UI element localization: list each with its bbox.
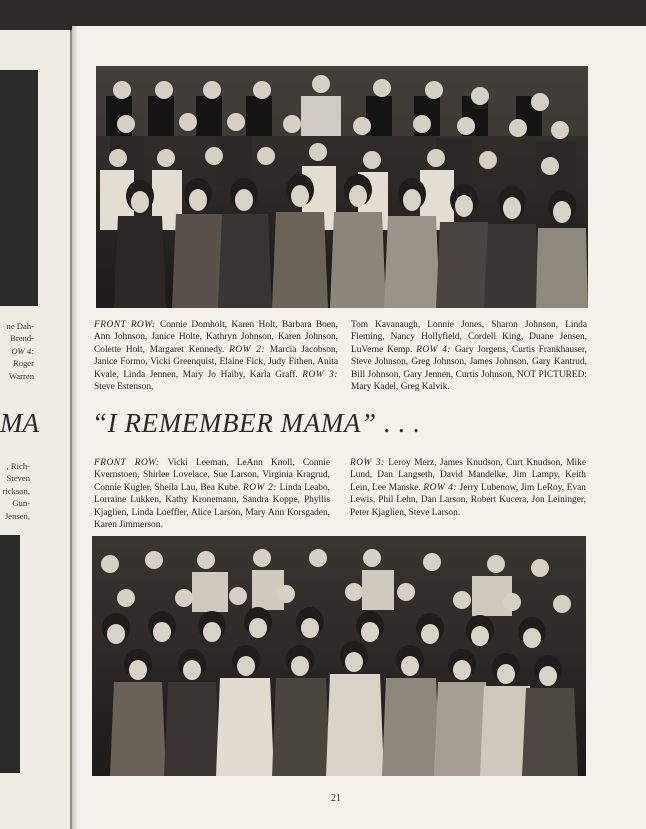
previous-page-line: Steven [6, 473, 30, 484]
previous-page-line: Brend- [10, 333, 34, 344]
previous-page-line: ne Dah- [6, 321, 34, 331]
caption-row-label: ROW 4: [416, 344, 452, 355]
previous-page-caption-top [0, 320, 34, 382]
previous-page-line: rickson, [2, 485, 30, 496]
caption-names: Vicki Leeman, LeAnn Knoll, Connie Kvernstoen, Shirlee Lovelace, Sue Larson, Virginia Kragrud, Connie Kugler, Sheila Lau, Bea Kube. [94, 458, 330, 493]
previous-page-caption-bottom [0, 460, 30, 522]
caption-names: Gary Jorgens, Curtis Frankhauser, Steve Johnson, Greg Johnson, James Johnson, Gary Kantrud, Bill Johnson, Gary Jennen, Curtis Johnson, NOT PICTURED: Mary Kadel, Greg Kalvik. [351, 344, 588, 393]
previous-page-line: Jensen, [4, 510, 30, 521]
previous-page-photo-top [0, 70, 38, 306]
caption-names: Tom Kavanaugh, Lonnie Jones, Sharon Johnson, Linda Fleming, Nancy Hollyfield, Cordell King, Duane Jensen, LuVerne Kemp. [351, 320, 587, 355]
group-photo-top [96, 66, 588, 308]
page-gutter [70, 26, 78, 829]
caption-names: Jerry Lubenow, Jim LeRoy, Evan Lewis, Phil Lehn, Dan Larson, Robert Kucera, Jon Leininger, Peter Kjaglien, Steve Larson. [350, 482, 586, 518]
caption-row-label: ROW 2: [229, 344, 266, 355]
page-number: 21 [331, 793, 341, 804]
previous-page-title: MA [0, 408, 39, 438]
caption-row-label: FRONT ROW: [94, 458, 160, 468]
caption-names: Connie Domholt, Karen Holt, Barbara Boen, Ann Johnson, Janice Holte, Kathryn Johnson, Karen Johnson, Colette Holt, Margaret Kennedy. [94, 320, 338, 355]
previous-page-line: OW 4: [11, 345, 34, 356]
caption-row-label: ROW 3: [350, 458, 385, 468]
previous-page-line: Gun- [12, 498, 30, 509]
top-photo-caption-right [351, 319, 587, 393]
caption-names: Leroy Merz, James Knudson, Curt Knudson, Mike Lund, Dan Langseth, David Mandelke, Jim Lampy, Keith Lein, Lee Manske. [350, 458, 586, 493]
caption-row-label: FRONT ROW: [94, 320, 156, 330]
caption-names: Linda Leabo, Lorraine Lukken, Kathy Kronemann, Sandra Koppe, Phyllis Kjaglien, Linda Loeffler, Alice Larson, Mary Ann Korsgaden, Karen Jimmerson. [94, 482, 330, 531]
previous-page-photo-bottom [0, 535, 20, 773]
previous-page-line: Warren [8, 370, 34, 381]
bottom-photo-caption-left [94, 457, 330, 531]
caption-row-label: ROW 4: [423, 482, 458, 493]
caption-names: Marcia Jacobson, Janice Formo, Vicki Greenquist, Elaine Fick, Judy Fithen, Anita Kvale, Linda Jennen, Mary Jo Haiby, Karla Graff. [94, 344, 338, 380]
bottom-photo-caption-right [350, 457, 586, 519]
caption-names: Steve Estenson, [94, 382, 154, 393]
top-photo-caption-left [94, 319, 338, 393]
page-title: “I REMEMBER MAMA” . . . [92, 408, 421, 438]
caption-row-label: ROW 2: [243, 482, 277, 493]
caption-row-label: ROW 3: [302, 369, 338, 380]
previous-page-line: Roger [12, 358, 34, 369]
previous-page-line: , Rich- [6, 461, 30, 471]
group-photo-bottom [92, 536, 586, 776]
